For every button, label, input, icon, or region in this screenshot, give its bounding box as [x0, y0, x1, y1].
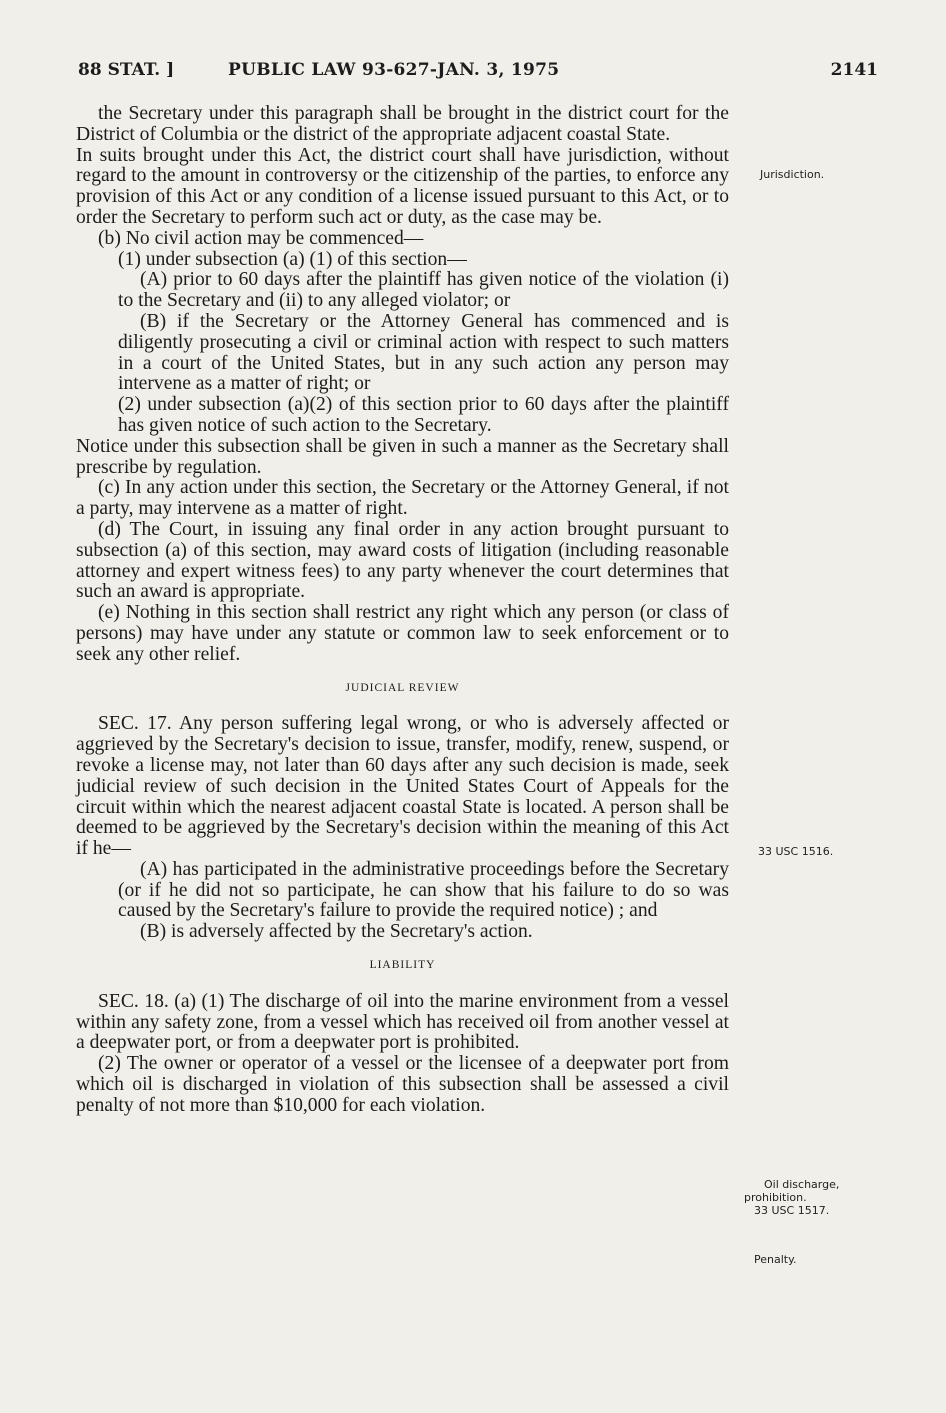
heading-liability: LIABILITY	[369, 959, 436, 972]
paragraph-b: (b) No civil action may be commenced—	[98, 227, 424, 249]
section-18-a-2: (2) The owner or operator of a vessel or the licensee of a deepwater port from which oil is discharged in violation of this subsection shall be assessed a civil penalty of not more than $10,000 for each violation.	[76, 1053, 729, 1116]
section-17-label: SEC. 17.	[98, 713, 172, 735]
paragraph-continuation: the Secretary under this paragraph shall be brought in the district court for the District of Columbia or the district of the appropriate adjacent coastal State.	[76, 103, 729, 145]
margin-note-oil-discharge: Oil discharge,	[764, 1178, 840, 1191]
paragraph-d: (d) The Court, in issuing any final order in any action brought pursuant to subsection (a) of this section, may award costs of litigation (including reasonable attorney and expert witness fees) to any party whenever the court determines that such an award is appropriate.	[76, 518, 729, 603]
section-17-item-b: (B) is adversely affected by the Secretary's action.	[140, 921, 533, 943]
paragraph-jurisdiction: In suits brought under this Act, the district court shall have jurisdiction, without regard to the amount in controversy or the citizenship of the parties, to enforce any provision of this Act or any condition of a license issued pursuant to this Act, or to order the Secretary to perform such act or duty, as the case may be.	[76, 144, 729, 228]
margin-note-jurisdiction: Jurisdiction.	[760, 168, 825, 181]
paragraph-b-1-b: (B) if the Secretary or the Attorney General has commenced and is diligently prosecuting a civil or criminal action with respect to such matters in a court of the United States, but in any such action any person may intervene as a matter of right; or	[118, 310, 729, 395]
section-17	[76, 714, 729, 860]
margin-note-penalty: Penalty.	[754, 1253, 797, 1266]
section-18-a-1	[76, 992, 729, 1054]
statute-reference: 88 STAT. ]	[78, 60, 175, 80]
section-18-a-1-text: (a) (1) The discharge of oil into the marine environment from a vessel within any safety zone, from a vessel which has received oil from another vessel at a deepwater port, or from a deepwater port is prohibited.	[76, 990, 729, 1054]
public-law-title: PUBLIC LAW 93-627-JAN. 3, 1975	[228, 60, 560, 80]
paragraph-b-1-a: (A) prior to 60 days after the plaintiff has given notice of the violation (i) to the Secretary and (ii) to any alleged violator; or	[118, 269, 729, 312]
page-number: 2141	[830, 60, 878, 80]
margin-note-usc-1516: 33 USC 1516.	[758, 845, 834, 858]
section-17-item-a: (A) has participated in the administrative proceedings before the Secretary (or if he did not so participate, he can show that his failure to do so was caused by the Secretary's failure to provide the required notice) ; and	[118, 858, 729, 922]
paragraph-b-1: (1) under subsection (a) (1) of this section—	[118, 248, 467, 270]
margin-note-prohibition: prohibition.	[744, 1191, 807, 1204]
paragraph-e: (e) Nothing in this section shall restrict any right which any person (or class of persons) may have under any statute or common law to seek enforcement or to seek any other relief.	[76, 602, 729, 665]
section-17-text: Any person suffering legal wrong, or who is adversely affected or aggrieved by the Secretary's decision to issue, transfer, modify, renew, suspend, or revoke a license may, not later than 60 days after any such decision is made, seek judicial review of such decision in the United States Court of Appeals for the circuit within which the nearest adjacent coastal State is located. A person shall be deemed to be aggrieved by the Secretary's decision within the meaning of this Act if he—	[76, 713, 729, 860]
paragraph-c: (c) In any action under this section, the Secretary or the Attorney General, if not a party, may intervene as a matter of right.	[76, 477, 729, 520]
section-18-label: SEC. 18.	[98, 990, 169, 1012]
paragraph-notice: Notice under this subsection shall be given in such a manner as the Secretary shall prescribe by regulation.	[76, 435, 729, 478]
heading-judicial-review: JUDICIAL REVIEW	[345, 681, 460, 694]
running-header	[78, 60, 878, 88]
margin-note-usc-1517: 33 USC 1517.	[754, 1204, 830, 1217]
statute-body	[76, 104, 729, 1117]
paragraph-b-2: (2) under subsection (a)(2) of this section prior to 60 days after the plaintiff has given notice of such action to the Secretary.	[118, 394, 729, 436]
